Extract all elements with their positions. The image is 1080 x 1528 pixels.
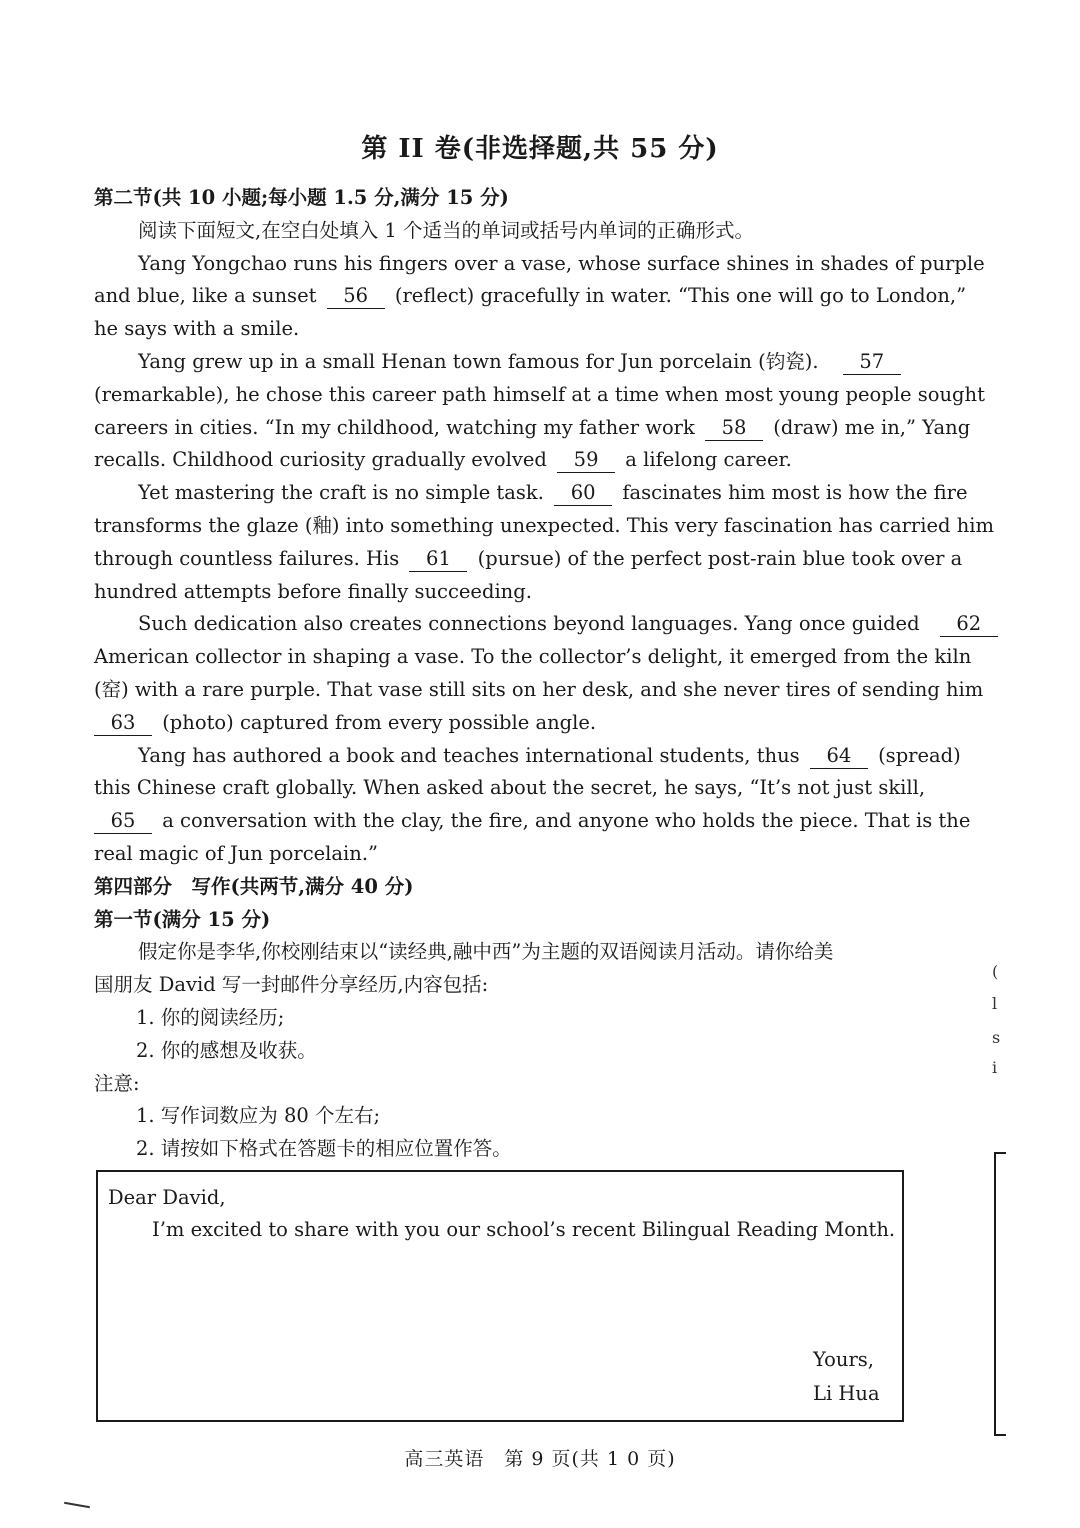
note-heading: 注意:	[94, 1071, 140, 1095]
writing-prompt-line: 国朋友 David 写一封邮件分享经历,内容包括:	[94, 973, 489, 997]
letter-answer-box[interactable]	[96, 1170, 904, 1422]
margin-scan-mark: i	[992, 1058, 998, 1077]
answer-blank-60[interactable]: 60	[554, 481, 612, 506]
note-item: 2. 请按如下格式在答题卡的相应位置作答。	[136, 1137, 512, 1161]
page-title: 第 II 卷(非选择题,共 55 分)	[361, 134, 719, 164]
passage-line: and blue, like a sunset 56 (reflect) gracefully in water. “This one will go to London,”	[94, 284, 967, 308]
letter-opening: I’m excited to share with you our school’s recent Bilingual Reading Month.	[152, 1218, 896, 1241]
passage-line: Yet mastering the craft is no simple task. 60 fascinates him most is how the fire	[138, 481, 968, 505]
writing-prompt-line: 假定你是李华,你校刚结束以“读经典,融中西”为主题的双语阅读月活动。请你给美	[138, 940, 834, 964]
passage-line: 65 a conversation with the clay, the fire, and anyone who holds the piece. That is the	[94, 805, 908, 838]
passage-line: careers in cities. “In my childhood, watching my father work 58 (draw) me in,” Yang	[94, 415, 971, 439]
answer-blank-61[interactable]: 61	[409, 547, 467, 572]
answer-blank-63[interactable]: 63	[94, 711, 152, 736]
passage-line: Yang Yongchao runs his fingers over a vase, whose surface shines in shades of purple	[138, 251, 985, 275]
page-footer: 高三英语 第 9 页(共 1 0 页)	[404, 1448, 676, 1470]
passage-line: transforms the glaze (釉) into something unexpected. This very fascination has carried him	[94, 513, 994, 537]
passage-line: real magic of Jun porcelain.”	[94, 841, 378, 865]
passage-line: recalls. Childhood curiosity gradually evolved 59 a lifelong career.	[94, 448, 792, 472]
exam-content	[94, 182, 994, 1166]
passage-line: 63 (photo) captured from every possible angle.	[94, 707, 908, 740]
writing-section-heading: 第一节(满分 15 分)	[94, 907, 271, 931]
margin-scan-mark: (	[992, 962, 999, 981]
answer-blank-57[interactable]: 57	[843, 350, 901, 375]
writing-item: 1. 你的阅读经历;	[136, 1005, 285, 1029]
passage-line: he says with a smile.	[94, 317, 300, 341]
answer-blank-64[interactable]: 64	[810, 744, 868, 769]
section-instruction: 阅读下面短文,在空白处填入 1 个适当的单词或括号内单词的正确形式。	[138, 218, 755, 242]
passage-line: Such dedication also creates connections beyond languages. Yang once guided 62	[94, 608, 908, 641]
passage-line: Yang grew up in a small Henan town famous for Jun porcelain (钧瓷). 57	[94, 346, 908, 379]
passage-line: (remarkable), he chose this career path himself at a time when most young people sought	[94, 382, 985, 406]
margin-bracket	[994, 1152, 1006, 1436]
passage-line: (窑) with a rare purple. That vase still sits on her desk, and she never tires of sending him	[94, 677, 984, 701]
note-item: 1. 写作词数应为 80 个左右;	[136, 1104, 381, 1128]
passage-line: hundred attempts before finally succeeding.	[94, 579, 532, 603]
answer-blank-62[interactable]: 62	[940, 612, 998, 637]
passage-line: Yang has authored a book and teaches international students, thus 64 (spread)	[138, 743, 961, 767]
answer-blank-58[interactable]: 58	[705, 416, 763, 441]
answer-blank-59[interactable]: 59	[557, 448, 615, 473]
passage-line: this Chinese craft globally. When asked about the secret, he says, “It’s not just skill,	[94, 776, 926, 800]
margin-scan-mark: s	[992, 1028, 1001, 1047]
answer-blank-65[interactable]: 65	[94, 809, 152, 834]
margin-scan-mark: l	[992, 994, 998, 1013]
answer-blank-56[interactable]: 56	[327, 284, 385, 309]
passage-line: through countless failures. His 61 (pursue) of the perfect post-rain blue took over a	[94, 546, 963, 570]
part4-heading: 第四部分 写作(共两节,满分 40 分)	[94, 874, 414, 898]
letter-greeting: Dear David,	[108, 1186, 226, 1209]
writing-item: 2. 你的感想及收获。	[136, 1038, 317, 1062]
letter-closing: Yours,	[813, 1348, 875, 1371]
scan-mark	[64, 1502, 90, 1508]
section-heading: 第二节(共 10 小题;每小题 1.5 分,满分 15 分)	[94, 186, 509, 209]
letter-signature: Li Hua	[813, 1382, 880, 1405]
passage-line: American collector in shaping a vase. To the collector’s delight, it emerged from the kiln	[94, 645, 972, 669]
